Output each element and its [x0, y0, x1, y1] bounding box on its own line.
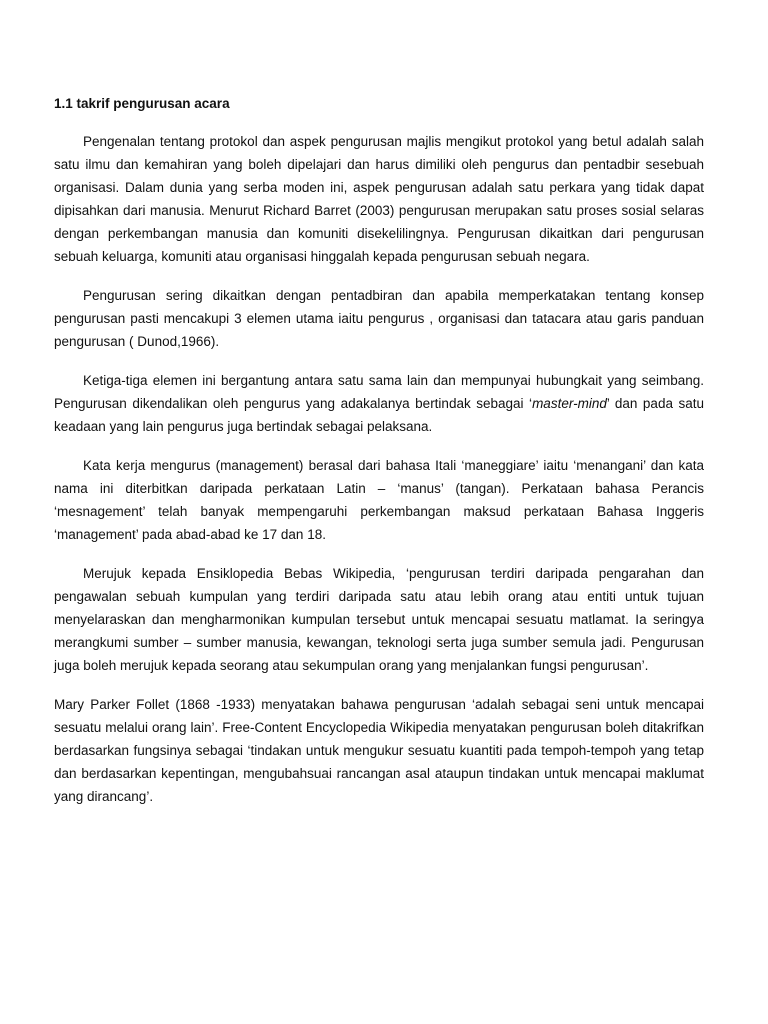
paragraph-3 [54, 369, 704, 438]
paragraph-3-text-a: Ketiga-tiga elemen ini bergantung antara satu sama lain dan mempunyai hubungkait yang seimbang. Pengurusan dikendalikan oleh pengurus yang adakalanya bertindak sebagai ‘ [54, 373, 704, 411]
paragraph-4: Kata kerja mengurus (management) berasal dari bahasa Itali ‘maneggiare’ iaitu ‘menangani’ dan kata nama ini diterbitkan daripada perkataan Latin – ‘manus’ (tangan). Perkataan bahasa Perancis ‘mesnagement’ telah banyak mempengaruhi perkembangan maksud perkataan Bahasa Inggeris ‘management’ pada abad-abad ke 17 dan 18. [54, 458, 704, 542]
paragraph-3-italic: master-mind [532, 396, 607, 411]
paragraph-2: Pengurusan sering dikaitkan dengan pentadbiran dan apabila memperkatakan tentang konsep pengurusan pasti mencakupi 3 elemen utama iaitu pengurus , organisasi dan tatacara atau garis panduan pengurusan ( Dunod,1966). [54, 288, 704, 349]
paragraph-3-text-b: ’ dan pada satu keadaan yang lain pengurus juga bertindak sebagai pelaksana. [54, 396, 704, 434]
paragraph-5: Merujuk kepada Ensiklopedia Bebas Wikipedia, ‘pengurusan terdiri daripada pengarahan dan pengawalan sebuah kumpulan yang terdiri daripada satu atau lebih orang atau entiti untuk tujuan menyelaraskan dan mengharmonikan kumpulan tersebut untuk mencapai sesuatu matlamat. Ia seringya merangkumi sumber – sumber manusia, kewangan, teknologi serta juga sumber semula jadi. Pengurusan juga boleh merujuk kepada seorang atau sekumpulan orang yang menjalankan fungsi pengurusan’. [54, 566, 704, 673]
paragraph-1: Pengenalan tentang protokol dan aspek pengurusan majlis mengikut protokol yang betul adalah salah satu ilmu dan kemahiran yang boleh dipelajari dan harus dimiliki oleh pengurus dan pentadbir sesebuah organisasi. Dalam dunia yang serba moden ini, aspek pengurusan adalah satu perkara yang tidak dapat dipisahkan dari manusia. Menurut Richard Barret (2003) pengurusan merupakan satu proses sosial selaras dengan perkembangan manusia dan komuniti disekelilingnya. Pengurusan dikaitkan dari pengurusan sebuah keluarga, komuniti atau organisasi hinggalah kepada pengurusan sebuah negara. [54, 134, 704, 264]
section-heading: 1.1 takrif pengurusan acara [54, 96, 230, 111]
paragraph-6: Mary Parker Follet (1868 -1933) menyatakan bahawa pengurusan ‘adalah sebagai seni untuk mencapai sesuatu melalui orang lain’. Free-Content Encyclopedia Wikipedia menyatakan pengurusan boleh ditakrifkan berdasarkan fungsinya sebagai ‘tindakan untuk mengukur sesuatu kuantiti pada tempoh-tempoh yang tetap dan berdasarkan kepentingan, mengubahsuai rancangan asal ataupun tindakan untuk mencapai maklumat yang dirancang’. [54, 697, 704, 804]
